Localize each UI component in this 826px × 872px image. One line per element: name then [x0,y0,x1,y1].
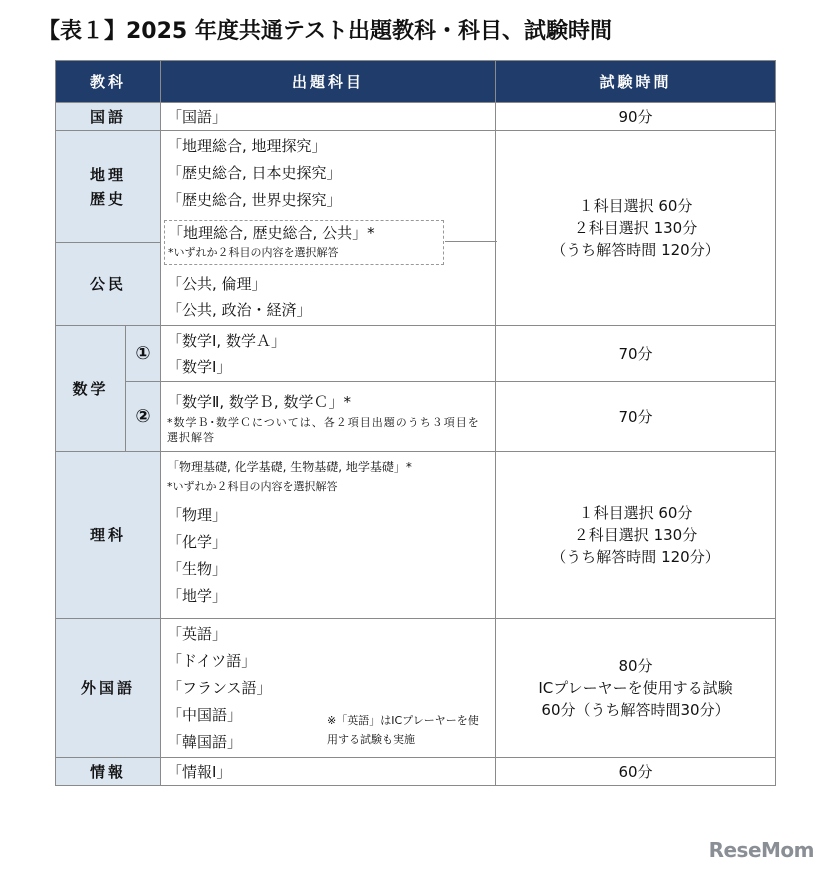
group-mark-1: ① [125,325,161,382]
header-courses: 出題科目 [160,60,496,103]
course: 「地理総合, 歴史総合, 公共」* [168,224,375,242]
course: 「ドイツ語」 [167,652,257,670]
shared-course-box [164,220,444,265]
subject-sugaku: 数学 [55,325,126,452]
course: 「地学」 [167,587,228,605]
course: 「英語」 [167,625,228,643]
course: 「国語」 [167,107,228,126]
time-gaikokugo [495,618,776,758]
courses-sugaku-2 [160,381,496,452]
course: 「数学Ⅱ, 数学Ｂ, 数学Ｃ」* [167,392,351,411]
table-title: 【表１】2025 年度共通テスト出題教科・科目、試験時間 [38,19,613,44]
course: 「化学」 [167,533,228,551]
course-note: *いずれか２科目の内容を選択解答 [168,246,339,259]
group-mark-2: ② [125,381,161,452]
course: 「フランス語」 [167,679,272,697]
subject-chireki [55,130,161,243]
courses-joho [160,757,496,786]
time-joho: 60分 [495,757,776,786]
header-time: 試験時間 [495,60,776,103]
course: 「歴史総合, 世界史探究」 [167,191,342,209]
chireki-courses [161,133,342,214]
subject-joho: 情報 [55,757,161,786]
course: 「地理総合, 地理探究」 [167,137,327,155]
course: 「公共, 政治・経済」 [167,301,312,319]
subject-kokugo: 国語 [55,102,161,131]
time-line: ２科目選択 130分 [573,526,698,544]
courses-gaikokugo [160,618,496,758]
course: 「物理」 [167,506,228,524]
time-line: 60分（うち解答時間30分） [541,701,730,719]
course: 「中国語」 [167,706,243,724]
courses-social [160,130,496,326]
course: 「数学Ⅰ, 数学Ａ」 [167,331,286,350]
courses-rika [160,451,496,619]
time-sugaku-1: 70分 [495,325,776,382]
time-line: １科目選択 60分 [578,197,693,215]
time-line: ２科目選択 130分 [573,219,698,237]
time-kokugo: 90分 [495,102,776,131]
resemom-logo: ReseMom [708,838,814,862]
subject-rika: 理科 [55,451,161,619]
time-line: １科目選択 60分 [578,504,693,522]
course: 「韓国語」 [167,733,243,751]
time-line: （うち解答時間 120分） [551,548,720,566]
time-line: ICプレーヤーを使用する試験 [538,679,733,697]
time-rika [495,451,776,619]
course: 「物理基礎, 化学基礎, 生物基礎, 地学基礎」* [167,460,412,474]
komin-courses [161,271,312,323]
course: 「公共, 倫理」 [167,275,267,293]
course: 「数学Ⅰ」 [167,357,232,376]
courses-kokugo [160,102,496,131]
label-line: 地理 [89,165,126,184]
label-line: 歴史 [89,189,126,208]
time-sugaku-2: 70分 [495,381,776,452]
time-line: 80分 [618,657,653,675]
time-line: （うち解答時間 120分） [551,241,720,259]
subject-gaikokugo: 外国語 [55,618,161,758]
course-note: *数学Ｂ･数学Ｃについては、各２項目出題のうち３項目を選択解答 [167,415,480,444]
language-list [161,621,272,756]
course-note: ※「英語」はICプレーヤーを使用する試験も実施 [327,714,479,746]
course-note: *いずれか２科目の内容を選択解答 [167,480,338,493]
header-subject: 教科 [55,60,161,103]
course: 「情報Ⅰ」 [167,762,232,781]
course: 「歴史総合, 日本史探究」 [167,164,342,182]
time-social [495,130,776,326]
courses-sugaku-1 [160,325,496,382]
connector-line [445,241,497,242]
subject-komin: 公民 [55,242,161,326]
rika-course-list [167,502,495,610]
course: 「生物」 [167,560,228,578]
